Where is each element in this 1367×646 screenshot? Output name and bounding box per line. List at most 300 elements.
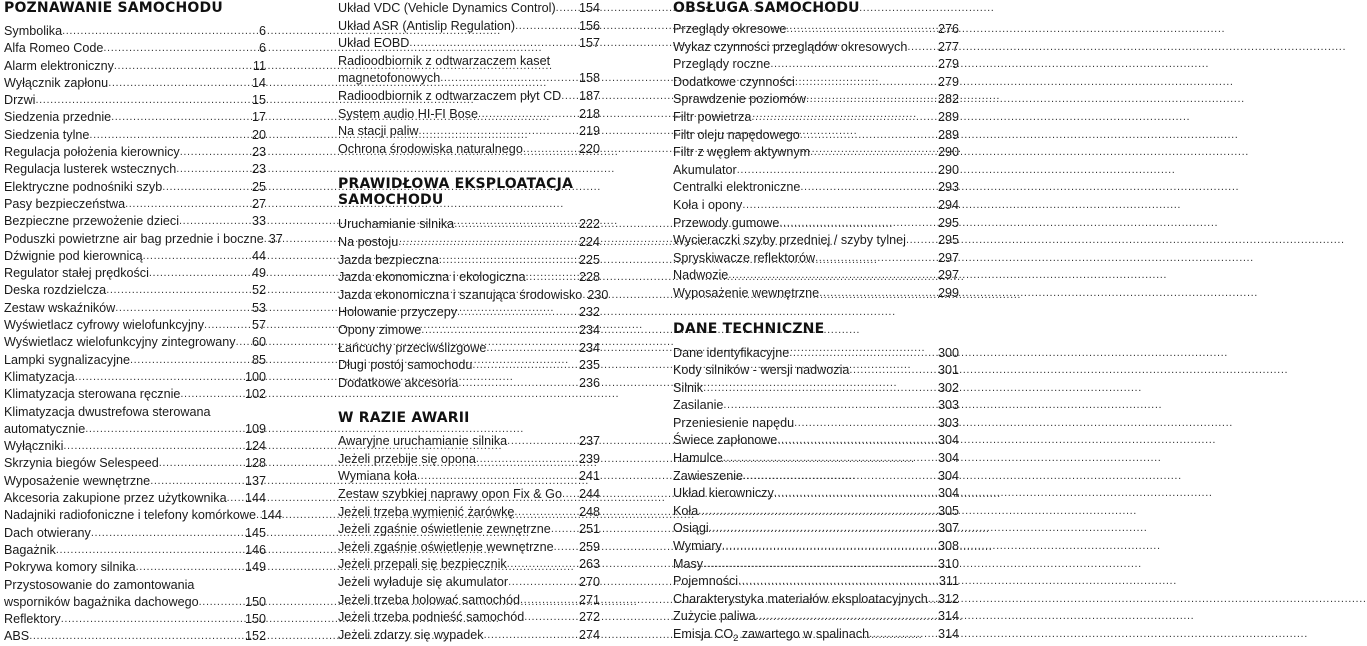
toc-entry-page: 304 [937,451,959,466]
toc-entry-title: Układ EOBD [338,36,410,51]
toc-entry[interactable] [673,179,959,197]
toc-entry[interactable] [338,556,600,574]
toc-entry[interactable] [338,106,600,124]
toc-entry-page: 290 [937,145,959,160]
toc-entry-page: 149 [244,560,266,575]
toc-entry[interactable] [4,455,266,472]
toc-entry-title: Filtr oleju napędowego [673,127,800,142]
toc-entry[interactable] [338,141,600,159]
toc-entry[interactable] [338,287,609,305]
toc-entry-page: 270 [578,575,600,590]
toc-entry[interactable] [338,216,600,234]
toc-entry-title: Jeżeli przepali się bezpiecznik [338,557,507,572]
dot-leader [409,35,578,53]
toc-entry-title-line: Przystosowanie do zamontowania [4,577,195,592]
toc-entry[interactable] [338,609,600,627]
toc-entry-page: 137 [244,473,266,488]
toc-entry-title: Nadwozie [673,268,729,283]
toc-entry-title: Zasilanie [673,398,724,413]
toc-entry-page: 282 [937,92,959,107]
dot-leader [204,317,251,334]
dot-leader [63,438,244,455]
toc-entry-title: Symbolika [4,24,63,38]
toc-entry-title: automatycznie [4,421,86,436]
dot-leader [106,282,251,299]
dot-leader [62,23,258,40]
toc-entry[interactable] [338,627,600,645]
dot-leader [507,433,578,451]
dot-leader [526,269,578,287]
toc-entry-title: Hamulce [673,451,723,466]
toc-entry[interactable] [338,18,600,36]
toc-entry-title: Poduszki powietrzne air bag przednie i boczne [4,231,264,246]
toc-entry-title: Jeżeli trzeba wymienić żarówkę [338,504,515,519]
toc-entry[interactable] [338,340,600,358]
toc-entry-page: 219 [578,124,600,139]
toc-entry[interactable] [673,362,959,380]
toc-entry[interactable] [4,23,266,40]
toc-entry-page: 109 [244,421,266,436]
dot-leader [136,559,244,576]
toc-entry-page: 44 [251,248,266,263]
dot-leader [417,468,578,486]
toc-entry-title: Przeglądy okresowe [673,22,787,36]
toc-entry-title: Kody silników - wersji nadwozia [673,363,850,378]
toc-entry-title: Zawieszenie [673,468,743,483]
toc-entry-page: 102 [244,387,266,402]
toc-entry[interactable] [673,485,959,503]
heading-line: SAMOCHODU [338,192,444,209]
toc-entry-title: Masy [673,556,704,571]
toc-entry[interactable] [338,234,600,252]
toc-entry-title: Dodatkowe czynności [673,74,795,89]
dot-leader [35,92,251,109]
toc-entry[interactable] [4,282,266,299]
toc-entry[interactable] [673,21,959,39]
toc-entry-page: 157 [578,36,600,51]
toc-entry-title: Regulacja położenia kierownicy [4,145,180,160]
toc-entry[interactable] [673,415,959,433]
toc-entry[interactable] [4,507,283,524]
toc-entry-title: Klimatyzacja sterowana ręcznie [4,387,181,402]
toc-entry-page: 14 [251,75,266,90]
section-heading-obsluga: OBSŁUGA SAMOCHODU [673,0,860,16]
toc-entry-page: 239 [578,451,600,466]
toc-entry[interactable] [338,88,600,106]
toc-entry-title: Pasy bezpieczeństwa [4,196,126,211]
toc-entry[interactable] [673,144,959,162]
toc-entry-title: Filtr powietrza [673,109,752,124]
toc-entry-page: 305 [937,503,959,518]
toc-entry[interactable] [4,213,266,230]
toc-entry[interactable] [338,269,600,287]
toc-entry-title: Silnik [673,380,704,395]
toc-entry[interactable] [338,574,600,592]
dot-leader [520,592,578,610]
toc-entry[interactable] [4,109,266,126]
dot-leader [514,504,578,522]
toc-entry-title: Spryskiwacze reflektorów [673,250,816,265]
toc-entry-title: Wymiary [673,539,722,554]
toc-entry[interactable] [338,504,600,522]
toc-column-3 [673,0,959,644]
toc-entry-title: Jazda ekonomiczna i ekologiczna [338,270,526,285]
toc-entry-title: Nadajniki radiofoniczne i telefony komórkowe [4,508,257,523]
dot-leader [56,542,244,559]
dot-leader [774,485,937,503]
toc-entry-title: Akumulator [673,162,737,177]
toc-entry[interactable] [4,161,266,178]
dot-leader [398,234,578,252]
dot-leader [419,123,578,141]
toc-entry-page: 17 [251,110,266,125]
toc-entry[interactable] [4,40,266,57]
toc-entry-page: 314 [937,627,959,641]
toc-entry[interactable] [673,345,959,363]
toc-entry[interactable] [673,503,959,521]
toc-entry-title: Drzwi [4,93,36,108]
toc-entry[interactable] [338,451,600,469]
dot-leader [486,340,578,358]
toc-entry-title: Koła i opony [673,197,743,212]
toc-entry-title-line: Radioodbiornik z odtwarzaczem kaset [338,53,551,68]
toc-entry-page: 279 [937,57,959,72]
toc-entry-title: Siedzenia tylne [4,127,90,142]
section-heading-dane-techniczne: DANE TECHNICZNE [673,320,825,337]
toc-entry-title: Jazda ekonomiczna i szanująca środowisko [338,287,583,302]
toc-entry-title: Wyłącznik zapłonu [4,75,109,90]
toc-entry[interactable] [338,521,600,539]
toc-list [4,23,283,646]
dot-leader [111,109,251,126]
toc-entry[interactable] [338,592,600,610]
dot-leader [75,369,244,386]
toc-entry-title: Charakterystyka materiałów eksploatacyjnych [673,591,928,606]
toc-entry-page: 27 [251,196,266,211]
toc-entry-page: 289 [937,127,959,142]
toc-entry[interactable] [673,468,959,486]
toc-entry-title: Dane identyfikacyjne [673,345,790,360]
toc-entry-page: 307 [937,521,959,536]
toc-entry-page: 310 [937,556,959,571]
dot-leader [703,556,937,574]
toc-entry-page: 235 [578,358,600,373]
toc-entry-page: 304 [937,468,959,483]
toc-entry[interactable] [4,127,266,144]
toc-entry[interactable] [4,628,266,645]
toc-entry-page: 299 [937,285,959,300]
dot-leader [227,490,244,507]
toc-entry[interactable] [673,39,959,57]
toc-entry-title: Emisja $CO_2$ zawartego w spalinach [673,627,870,643]
toc-entry[interactable] [338,35,600,53]
toc-entry[interactable] [673,74,959,92]
toc-entry[interactable] [338,123,600,141]
toc-entry-title: Zestaw wskaźników [4,300,116,315]
dot-leader [89,127,251,144]
toc-entry[interactable] [673,608,959,626]
toc-entry[interactable] [673,285,959,303]
toc-entry-title: Bagażnik [4,542,56,557]
dot-leader [756,608,937,626]
toc-entry[interactable] [4,300,266,317]
dot-leader [738,573,938,591]
dot-leader [103,40,258,57]
toc-entry[interactable] [4,542,266,559]
toc-entry-title: Wyświetlacz wielofunkcyjny zintegrowany [4,335,236,350]
toc-entry-page: 225 [578,252,600,267]
toc-entry-title: Wyposażenie wewnętrzne [4,473,151,488]
toc-entry[interactable] [4,265,266,282]
dot-leader [439,252,578,270]
dot-leader [125,196,251,213]
dot-leader [162,179,251,196]
toc-entry-page: 218 [578,106,600,121]
toc-entry-title: Zużycie paliwa [673,609,756,624]
toc-entry-page: 158 [578,71,600,86]
toc-entry-title: Na stacji paliw [338,124,419,139]
toc-entry[interactable] [4,248,266,265]
dot-leader [698,503,937,521]
toc-entry-page: 314 [937,609,959,624]
dot-leader [777,432,937,450]
toc-entry[interactable] [673,267,959,285]
toc-entry[interactable] [338,357,600,375]
dot-leader [709,520,937,538]
toc-entry[interactable] [4,594,266,611]
toc-entry-title: Jeżeli wyładuje się akumulator [338,575,509,590]
toc-entry-page: 304 [937,486,959,501]
toc-entry[interactable] [673,250,959,268]
toc-entry[interactable] [673,232,959,250]
toc-entry-page: 6 [258,41,266,56]
dot-leader [478,106,578,124]
dot-leader [159,455,244,472]
toc-entry[interactable] [338,0,600,18]
toc-entry[interactable] [338,375,600,393]
toc-entry[interactable] [673,538,959,556]
toc-entry[interactable] [673,215,959,233]
toc-entry-page: 11 [252,58,266,73]
dot-leader [906,232,937,250]
dot-leader [928,591,937,609]
dot-leader [515,18,578,36]
toc-entry[interactable] [4,525,266,542]
toc-entry[interactable] [338,468,600,486]
toc-entry-page: 251 [578,522,600,537]
dot-leader [800,127,937,145]
toc-entry[interactable] [4,386,266,403]
dot-leader [794,415,937,433]
toc-entry-title: Awaryjne uruchamianie silnika [338,434,508,449]
toc-entry-page: 57 [251,318,266,333]
toc-entry[interactable] [673,573,959,591]
dot-leader [199,594,244,611]
toc-entry-page: 146 [244,542,266,557]
toc-entry-title: Klimatyzacja [4,369,75,384]
toc-entry-page: 234 [578,340,600,355]
dot-leader [108,75,251,92]
toc-entry-page: 224 [578,234,600,249]
toc-entry[interactable] [4,75,266,92]
toc-entry[interactable] [4,490,266,507]
dot-leader [421,322,578,340]
toc-entry-title: Jeżeli zgaśnie oświetlenie wewnętrzne [338,539,554,554]
toc-entry[interactable] [4,144,266,161]
toc-entry-title: Elektryczne podnośniki szyb [4,179,163,194]
toc-entry[interactable] [4,196,266,213]
toc-entry[interactable] [4,438,266,455]
toc-entry[interactable] [338,486,600,504]
dot-leader [440,70,578,88]
dot-leader [554,539,578,557]
toc-entry-title: Uruchamianie silnika [338,217,455,232]
toc-entry-title: Świece zapłonowe [673,433,778,448]
toc-entry[interactable] [338,433,600,451]
toc-entry[interactable] [4,352,266,369]
toc-entry-page: 53 [251,300,266,315]
toc-entry-title: Dach otwierany [4,525,91,540]
toc-entry-page: 128 [244,456,266,471]
toc-entry-title: Reflektory [4,612,61,627]
toc-entry-page: 49 [251,266,266,281]
dot-leader [703,380,937,398]
toc-entry[interactable] [4,559,266,576]
toc-entry[interactable] [673,56,959,74]
dot-leader [507,556,578,574]
toc-entry[interactable] [673,591,959,609]
toc-entry[interactable] [673,91,959,109]
dot-leader [556,0,578,18]
toc-entry-page: 237 [578,434,600,449]
dot-leader [737,162,937,180]
toc-entry[interactable] [673,556,959,574]
dot-leader [114,58,252,75]
toc-entry[interactable] [673,109,959,127]
toc-entry-title: Przewody gumowe [673,215,780,230]
dot-leader [508,574,578,592]
toc-entry-page: 85 [251,352,266,367]
toc-entry[interactable] [4,421,266,438]
toc-list [673,345,959,627]
toc-entry[interactable] [338,539,600,557]
toc-entry-title: Wycieraczki szyby przedniej / szyby tylnej [673,233,906,248]
toc-list [338,216,609,392]
toc-entry-page: 60 [251,335,266,350]
toc-entry-page: 259 [578,539,600,554]
toc-entry-page: 23 [251,162,266,177]
toc-entry[interactable] [4,179,266,196]
dot-leader [176,161,251,178]
toc-entry[interactable] [338,252,600,270]
dot-leader [789,345,937,363]
dot-leader [742,197,937,215]
dot-leader [562,486,578,504]
dot-leader [722,538,937,556]
dot-leader [751,109,937,127]
toc-entry-title: Długi postój samochodu [338,358,473,373]
toc-entry-page: 37 [268,231,283,246]
toc-entry[interactable] [673,162,959,180]
toc-entry-title: Centralki elektroniczne [673,180,801,195]
toc-entry-title: System audio HI-FI Bose [338,106,478,121]
toc-entry[interactable] [4,58,266,75]
toc-entry-title: Przeglądy roczne [673,57,771,72]
toc-entry-page: 302 [937,380,959,395]
toc-entry[interactable] [4,473,266,490]
toc-entry[interactable] [4,611,266,628]
toc-entry-title: Alfa Romeo Code [4,41,104,56]
toc-entry[interactable] [673,380,959,398]
toc-entry[interactable] [673,626,959,644]
toc-entry[interactable] [4,231,283,248]
toc-list [673,21,959,303]
toc-entry[interactable] [338,304,600,322]
toc-entry-page: 154 [578,1,600,15]
toc-entry[interactable] [673,127,959,145]
dot-leader [180,386,244,403]
dot-leader [869,626,937,644]
toc-entry-page: 244 [578,487,600,502]
toc-entry-title: Radioodbiornik z odtwarzaczem płyt CD [338,88,562,103]
toc-entry[interactable] [673,450,959,468]
dot-leader [150,473,244,490]
toc-entry-page: 276 [937,22,959,36]
toc-entry-page: 308 [937,539,959,554]
toc-entry-page: 152 [244,629,266,644]
toc-entry-title: Układ VDC (Vehicle Dynamics Control) [338,1,556,15]
toc-entry-page: 150 [244,612,266,627]
toc-entry-title: Wyłączniki [4,439,64,454]
toc-entry-title: Dźwignie pod kierownicą [4,248,143,263]
toc-entry-title: Układ kierowniczy [673,486,774,501]
dot-leader [815,250,937,268]
toc-entry[interactable] [673,520,959,538]
toc-entry[interactable] [4,334,266,351]
toc-entry-page: 295 [937,215,959,230]
toc-entry[interactable] [4,369,266,386]
toc-entry-page: 290 [937,162,959,177]
toc-entry-title: Deska rozdzielcza [4,283,107,298]
toc-entry[interactable] [338,70,600,88]
toc-entry-page: 279 [937,74,959,89]
heading-line: PRAWIDŁOWA EKSPLOATACJA [338,176,574,193]
toc-entry-title: Regulator stałej prędkości [4,266,149,281]
dot-leader [149,265,251,282]
toc-entry-title: Wymiana koła [338,469,417,484]
dot-leader [723,450,937,468]
toc-entry-page: 294 [937,197,959,212]
toc-entry[interactable] [673,197,959,215]
toc-entry-title: Lampki sygnalizacyjne [4,352,130,367]
toc-entry[interactable] [673,397,959,415]
toc-entry[interactable] [4,92,266,109]
toc-entry-page: 144 [244,491,266,506]
dot-leader [61,611,244,628]
toc-entry[interactable] [673,432,959,450]
toc-entry[interactable] [338,322,600,340]
toc-column-1 [4,0,283,646]
toc-entry-page: 295 [937,233,959,248]
toc-entry-title: Jeżeli trzeba podnieść samochód [338,610,525,625]
toc-entry[interactable] [4,317,266,334]
toc-entry-page: 297 [937,268,959,283]
toc-entry-title: ABS [4,629,30,644]
section-heading-eksploatacja [338,176,600,208]
toc-entry-title: Akcesoria zakupione przez użytkownika [4,491,227,506]
toc-entry-page: 144 [261,508,283,523]
toc-list [338,0,600,158]
